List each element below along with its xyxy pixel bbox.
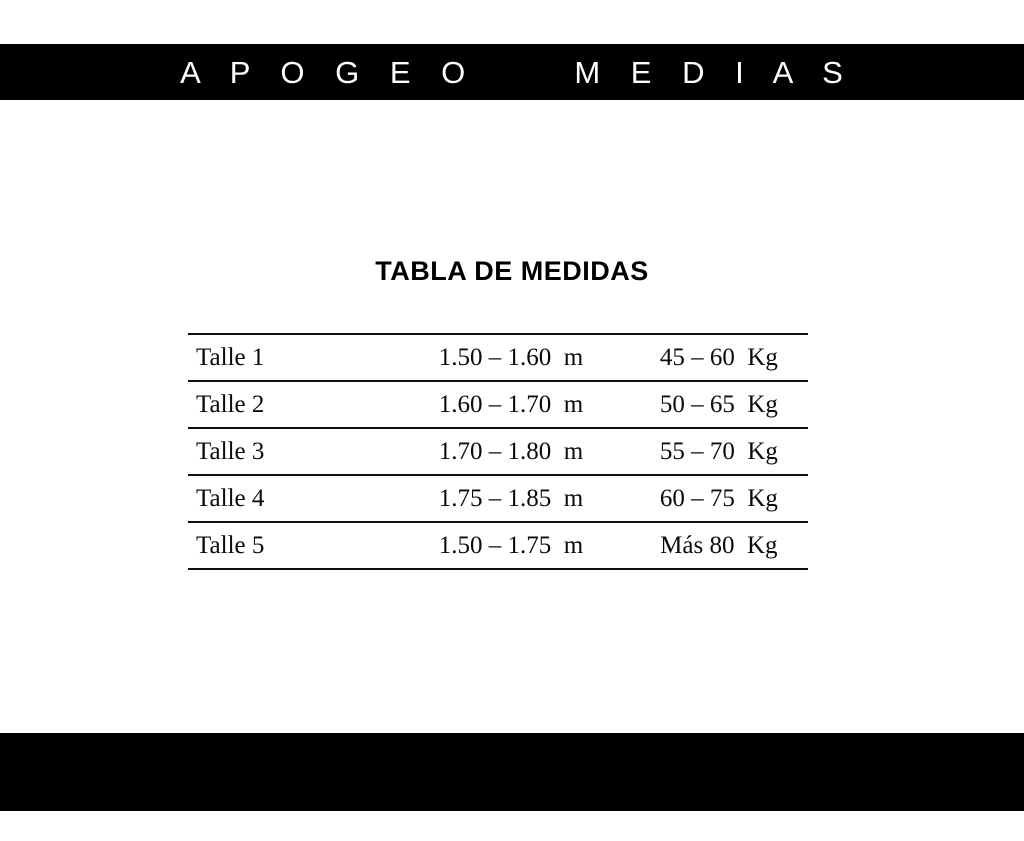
cell-weight: 45 – 60 Kg xyxy=(630,334,808,381)
page-title: TABLA DE MEDIDAS xyxy=(375,256,649,286)
cell-height: 1.70 – 1.80 m xyxy=(392,428,629,475)
cell-height: 1.50 – 1.60 m xyxy=(392,334,629,381)
cell-weight: 60 – 75 Kg xyxy=(630,475,808,522)
cell-height: 1.60 – 1.70 m xyxy=(392,381,629,428)
table-row xyxy=(188,381,808,428)
table-row xyxy=(188,475,808,522)
cell-size: Talle 2 xyxy=(188,381,392,428)
bottom-banner xyxy=(0,733,1024,811)
bottom-white-strip xyxy=(0,811,1024,841)
cell-height: 1.75 – 1.85 m xyxy=(392,475,629,522)
cell-size: Talle 3 xyxy=(188,428,392,475)
table-row xyxy=(188,334,808,381)
table-body xyxy=(188,334,808,569)
cell-size: Talle 5 xyxy=(188,522,392,569)
top-banner xyxy=(0,44,1024,100)
brand-title: A P O G E O M E D I A S xyxy=(180,54,854,90)
cell-weight: 55 – 70 Kg xyxy=(630,428,808,475)
cell-size: Talle 1 xyxy=(188,334,392,381)
measurements-table xyxy=(188,333,808,570)
cell-weight: Más 80 Kg xyxy=(630,522,808,569)
cell-weight: 50 – 65 Kg xyxy=(630,381,808,428)
table-row xyxy=(188,522,808,569)
cell-height: 1.50 – 1.75 m xyxy=(392,522,629,569)
table-row xyxy=(188,428,808,475)
cell-size: Talle 4 xyxy=(188,475,392,522)
